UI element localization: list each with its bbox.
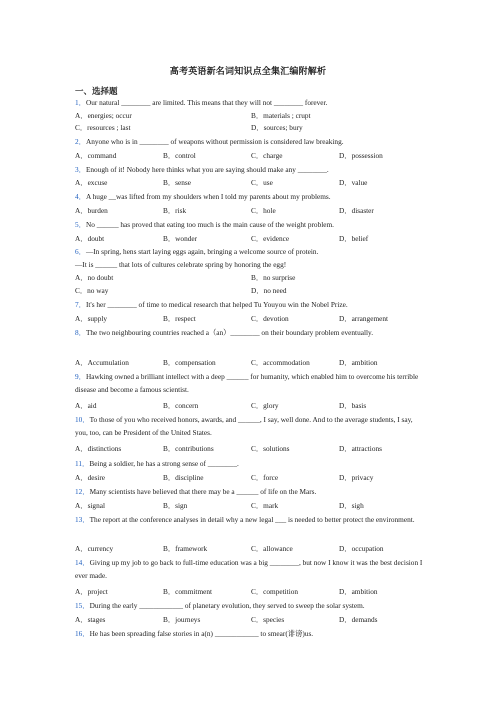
question-text: Our natural ________ are limited. This means that they will not ________ forever.	[85, 98, 328, 107]
option-a[interactable]: A．doubt	[75, 234, 105, 243]
option-b[interactable]: B．respect	[163, 314, 196, 323]
question-text: During the early ____________ of planetary evolution, they served to sweep the solar system.	[89, 601, 365, 610]
question-10	[75, 414, 423, 439]
question-number: 15．	[75, 601, 90, 610]
option-d[interactable]: D．value	[339, 178, 368, 187]
option-b[interactable]: B．commitment	[163, 587, 213, 596]
question-11	[75, 458, 423, 471]
question-text: Giving up my job to go back to full-time education was a big ________, but now I know it was the best decision I ever made.	[75, 558, 423, 580]
option-a[interactable]: A．Accumulation	[75, 358, 129, 367]
option-c[interactable]: C．allowance	[251, 544, 293, 553]
question-text: —In spring, hens start laying eggs again, bringing a welcome source of protein. —It is ______ that lots of cultures celebrate spring by honoring the egg!	[75, 247, 319, 269]
question-text: Anyone who is in ________ of weapons without permission is considered law breaking.	[85, 137, 344, 146]
question-number: 4．	[75, 192, 86, 201]
question-text: A huge __was lifted from my shoulders when I told my parents about my problems.	[85, 192, 331, 201]
option-c[interactable]: C．resources ; last	[75, 123, 131, 132]
option-c[interactable]: C．competition	[251, 587, 299, 596]
question-text: The report at the conference analyses in detail why a new legal ___ is needed to better protect the environment.	[89, 515, 415, 524]
question-15	[75, 600, 423, 613]
option-b[interactable]: B．framework	[163, 544, 208, 553]
question-number: 10．	[75, 415, 90, 424]
option-d[interactable]: D．ambition	[339, 587, 378, 596]
option-c[interactable]: C．hole	[251, 206, 276, 215]
question-12	[75, 486, 423, 499]
question-7	[75, 299, 423, 312]
question-number: 3．	[75, 165, 86, 174]
option-c[interactable]: C．glory	[251, 401, 279, 410]
question-number: 5．	[75, 220, 86, 229]
option-c[interactable]: C．no way	[75, 286, 109, 295]
option-d[interactable]: D．disaster	[339, 206, 374, 215]
option-c[interactable]: C．mark	[251, 501, 279, 510]
question-text: The two neighbouring countries reached a（an）________ on their boundary problem eventually.	[85, 328, 374, 337]
option-d[interactable]: D．no need	[251, 286, 287, 295]
question-5	[75, 219, 423, 232]
question-text: No ______ has proved that eating too much is the main cause of the weight problem.	[85, 220, 334, 229]
question-number: 7．	[75, 300, 86, 309]
option-b[interactable]: B．materials ; crupt	[251, 111, 311, 120]
option-d[interactable]: D．privacy	[339, 473, 374, 482]
question-number: 14．	[75, 558, 90, 567]
question-text: It's her ________ of time to medical research that helped Tu Youyou win the Nobel Prize.	[85, 300, 348, 309]
section-heading: 一、选择题	[75, 86, 118, 96]
question-number: 9．	[75, 372, 86, 381]
question-number: 2．	[75, 137, 86, 146]
option-a[interactable]: A．currency	[75, 544, 114, 553]
question-13	[75, 514, 423, 527]
option-a[interactable]: A．signal	[75, 501, 105, 510]
question-text: Many scientists have believed that there may be a ______ of life on the Mars.	[89, 487, 317, 496]
option-b[interactable]: B．compensation	[163, 358, 216, 367]
option-a[interactable]: A．distinctions	[75, 444, 122, 453]
option-c[interactable]: C．charge	[251, 151, 283, 160]
option-b[interactable]: B．wonder	[163, 234, 198, 243]
option-a[interactable]: A．stages	[75, 615, 106, 624]
option-b[interactable]: B．sign	[163, 501, 188, 510]
question-9	[75, 371, 423, 396]
option-c[interactable]: C．use	[251, 178, 273, 187]
question-number: 12．	[75, 487, 90, 496]
option-b[interactable]: B．risk	[163, 206, 187, 215]
option-a[interactable]: A．excuse	[75, 178, 108, 187]
question-14	[75, 557, 423, 582]
question-16	[75, 628, 423, 641]
question-1	[75, 97, 423, 110]
option-c[interactable]: C．force	[251, 473, 279, 482]
option-b[interactable]: B．concern	[163, 401, 199, 410]
question-text: He has been spreading false stories in a(n) ____________ to smear(诽谤)us.	[89, 629, 314, 638]
option-a[interactable]: A．aid	[75, 401, 97, 410]
option-a[interactable]: A．no doubt	[75, 273, 114, 282]
option-b[interactable]: B．discipline	[163, 473, 204, 482]
question-number: 8．	[75, 328, 86, 337]
option-a[interactable]: A．supply	[75, 314, 108, 323]
option-d[interactable]: D．belief	[339, 234, 369, 243]
option-c[interactable]: C．species	[251, 615, 285, 624]
question-number: 1．	[75, 98, 86, 107]
option-a[interactable]: A．project	[75, 587, 108, 596]
option-c[interactable]: C．solutions	[251, 444, 290, 453]
option-d[interactable]: D．demands	[339, 615, 378, 624]
option-a[interactable]: A．desire	[75, 473, 105, 482]
option-a[interactable]: A．burden	[75, 206, 108, 215]
option-d[interactable]: D．arrangement	[339, 314, 389, 323]
question-4	[75, 191, 423, 204]
question-text: Enough of it! Nobody here thinks what you are saying should make any ________.	[85, 165, 329, 174]
question-number: 16．	[75, 629, 90, 638]
option-d[interactable]: D．possession	[339, 151, 383, 160]
question-2	[75, 136, 423, 149]
question-number: 11．	[75, 459, 90, 468]
option-c[interactable]: C．accommodation	[251, 358, 310, 367]
option-c[interactable]: C．devotion	[251, 314, 289, 323]
question-text: Hawking owned a brilliant intellect with a deep ______ for humanity, which enabled him to overcome his terrible disease and become a famous scientist.	[75, 372, 419, 394]
document-title: 高考英语新名词知识点全集汇编附解析	[169, 66, 327, 76]
option-b[interactable]: B．journeys	[163, 615, 201, 624]
option-b[interactable]: B．no surprise	[251, 273, 296, 282]
option-d[interactable]: D．basis	[339, 401, 367, 410]
option-d[interactable]: D．ambition	[339, 358, 378, 367]
option-b[interactable]: B．sense	[163, 178, 191, 187]
question-6	[75, 246, 423, 271]
option-d[interactable]: D．sigh	[339, 501, 364, 510]
question-8	[75, 327, 423, 340]
option-a[interactable]: A．energies; occur	[75, 111, 132, 120]
option-b[interactable]: B．contributions	[163, 444, 214, 453]
question-number: 13．	[75, 515, 90, 524]
option-d[interactable]: D．attractions	[339, 444, 382, 453]
option-d[interactable]: D．occupation	[339, 544, 384, 553]
question-text: To those of you who received honors, awards, and ______, I say, well done. And to the average students, I say, you, too, can be President of the United States.	[75, 415, 413, 437]
question-3	[75, 164, 423, 177]
option-a[interactable]: A．command	[75, 151, 117, 160]
question-number: 6．	[75, 247, 86, 256]
question-text: Being a soldier, he has a strong sense of ________.	[89, 459, 239, 468]
option-b[interactable]: B．control	[163, 151, 196, 160]
option-c[interactable]: C．evidence	[251, 234, 290, 243]
option-d[interactable]: D．sources; bury	[251, 123, 303, 132]
